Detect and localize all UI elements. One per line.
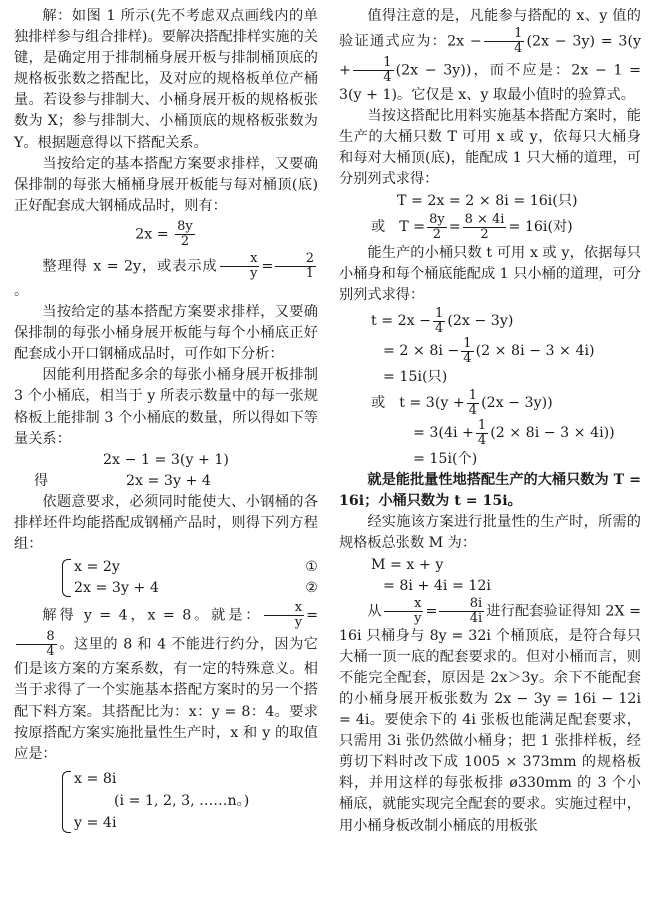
right-column [339, 6, 641, 837]
numerator: 1 [463, 335, 472, 351]
text: 从 [367, 603, 382, 620]
equation-label: 或 [371, 394, 386, 411]
text: = [306, 607, 318, 624]
numerator: x [264, 601, 304, 616]
denominator: y [250, 265, 258, 281]
fraction [384, 597, 424, 626]
numerator: 8i [439, 597, 484, 612]
text: 。这里的 8 和 4 不能进行约分，因为它们是该方案的方案系数，有一定的特殊意义。相当于求得了一个实施基本搭配方案时的另一个搭配下料方案。其搭配比为：x：y = 8：4。要求按原搭配方案实施批量性生产时，x 和 y 的取值应是： [14, 636, 318, 762]
text: 进行配套验证得知 2X = 16i 只桶身与 8y = 32i 个桶顶底，是符合每只大桶一顶一底的配套要求的。但对小桶而言，则不能完全配套，原因是 2x＞3y。余下不能配套的小桶身展开板张数为 2x − 3y = 16i − 12i = 4i。要使余下的 4i 张板也能满足配套要求，只需用 3i 张仍然做小桶身；把 1 张排样板，经剪切下料时改下成 1005 × 373mm 的规格板料，并用这样的每张板排 ø330mm 的 3 个小桶底，就能实现完全配套的要求。实施过程中，用小桶身板改制小桶底的用板张 [339, 603, 641, 834]
equation-label: 或 [371, 218, 386, 235]
fraction [16, 630, 57, 659]
denominator: 4 [468, 403, 478, 419]
paragraph: 解：如图 1 所示(先不考虑双点画线内的单独排样参与组合排样)。要解决搭配排样实施的关键，是确定用于排制桶身展开板与排制桶顶底的规格板张数之搭配比，及对应的规格板单位产桶量。若设参与排制大、小桶身展开板的规格板张数为 X；参与排制大、小桶顶底的规格板张数为 Y。根据题意得以下搭配关系。 [14, 8, 318, 151]
text: 解得 y = 4，x = 8。就是： [42, 607, 263, 624]
paragraph: 经实施该方案进行批量性的生产时，所需的规格板总张数 M 为： [339, 514, 641, 552]
fraction [427, 213, 447, 242]
text: (2x − 3y) = 3(y + [339, 33, 641, 79]
equation: = 8i + 4i = 12i [383, 577, 491, 594]
numerator: 1 [353, 56, 394, 71]
paragraph [339, 597, 641, 837]
text: T = [399, 218, 426, 235]
denominator: y [414, 610, 422, 626]
equation-text: 2x = 3y + 4 [126, 472, 211, 489]
denominator: 4 [383, 70, 392, 86]
fraction [476, 419, 488, 448]
numerator: 1 [484, 27, 525, 42]
text: = [261, 258, 274, 275]
fraction [484, 27, 525, 56]
fraction [264, 601, 304, 630]
paragraph: 依题意要求，必须同时能使大、小钢桶的各排样坯件均能搭配成钢桶产品时，则得下列方程组： [14, 493, 318, 553]
numerator: 8 × 4i [464, 211, 505, 227]
text: 整理得 x = 2y，或表示成 [42, 258, 218, 275]
fraction [353, 56, 394, 85]
equation [339, 419, 641, 448]
text: (2x − 3y)) [481, 394, 553, 411]
text: (2x − 3y))，而不应是：2x − 1 = 3(y + 1)。它仅是 x、y 取最小值时的验算式。 [339, 62, 641, 104]
denominator: 1 [305, 265, 314, 281]
numerator: 2 [275, 252, 316, 267]
paragraph: 当按给定的基本搭配方案要求排样，又要确保排制的每张大桶桶身展开板能与每对桶顶(底)正好配套成大钢桶成品时，则有： [14, 155, 318, 214]
left-column [14, 6, 318, 837]
numerator: 1 [477, 418, 487, 434]
fraction [461, 337, 473, 366]
text: t = 2x − [371, 312, 432, 329]
text: = 2 × 8i − [383, 342, 460, 359]
denominator: 4 [477, 433, 487, 449]
text: 。 [14, 282, 29, 299]
numerator: 1 [468, 388, 478, 404]
paragraph [339, 6, 641, 106]
equation-text: 2x = [135, 226, 169, 243]
equation-number: ② [305, 580, 318, 597]
fraction [275, 252, 316, 281]
paragraph: 就是能批量性地搭配生产的大桶只数为 T = 16i；小桶只数为 t = 15i。 [339, 472, 641, 510]
fraction [467, 389, 479, 418]
text: (2 × 8i − 3 × 4i)) [490, 424, 615, 441]
denominator: 2 [180, 233, 190, 249]
fraction [463, 213, 507, 242]
equation-condition: (i = 1, 2, 3, ……n。) [114, 792, 250, 809]
equation-text: 2x = 3y + 4 [74, 580, 159, 597]
equation [339, 213, 641, 242]
denominator: 4 [46, 644, 55, 660]
numerator: 8 [16, 630, 57, 645]
equation [339, 389, 641, 418]
fraction [220, 252, 260, 281]
numerator: x [220, 252, 260, 267]
paragraph: 当按这搭配比用料实施基本搭配方案时，能生产的大桶只数 T 可用 x 或 y，依每只大桶身和每对大桶顶(底)，能配成 1 只大桶的道理，可分别列式求得： [339, 108, 641, 188]
text: 值得注意的是，凡能参与搭配的 x、y 值的验证通式应为：2x − [339, 8, 641, 50]
equation: M = x + y [371, 556, 444, 573]
numerator: x [384, 597, 424, 612]
numerator: 8y [429, 211, 445, 227]
denominator: 2 [480, 226, 489, 242]
equation-label: 得 [34, 472, 49, 489]
text: (2x − 3y) [447, 312, 514, 329]
fraction [439, 597, 484, 626]
fraction [433, 307, 445, 336]
equation-number: ① [305, 559, 318, 576]
text: t = 3(y + [399, 394, 465, 411]
equation-system [58, 557, 318, 599]
equation-text: x = 8i [74, 770, 117, 787]
text: = [448, 218, 461, 235]
paragraph [14, 601, 318, 764]
numerator: 8y [177, 218, 193, 234]
equation-system [58, 769, 318, 835]
denominator: 4 [514, 41, 523, 57]
equation: = 15i(个) [413, 451, 478, 468]
denominator: 4 [435, 320, 444, 336]
paragraph [14, 252, 318, 302]
numerator: 1 [435, 305, 444, 321]
denominator: 2 [432, 226, 442, 242]
equation [14, 471, 318, 492]
fraction [175, 220, 195, 249]
equation [339, 307, 641, 336]
equation [14, 220, 318, 249]
denominator: 4i [469, 610, 483, 626]
denominator: 4 [463, 350, 472, 366]
equation-text: y = 4i [74, 814, 117, 831]
equation: = 15i(只) [383, 368, 448, 385]
equation: T = 2x = 2 × 8i = 16i(只) [397, 192, 578, 209]
paragraph: 当按给定的基本搭配方案要求排样，又要确保排制的每张小桶身展开板能与每个小桶底正好配套成小开口钢桶成品时，可作如下分析： [14, 304, 318, 363]
text: = 16i(对) [508, 218, 573, 235]
equation [339, 337, 641, 366]
text: = 3(4i + [413, 424, 474, 441]
denominator: y [294, 615, 303, 631]
text: = [425, 603, 438, 620]
paragraph: 因能利用搭配多余的每张小桶身展开板排制 3 个小桶底，相当于 y 所表示数量中的每一张规格板上能排制 3 个小桶底的数量，所以得如下等量关系： [14, 367, 318, 447]
equation: 2x − 1 = 3(y + 1) [103, 451, 229, 468]
text: (2 × 8i − 3 × 4i) [475, 342, 595, 359]
paragraph: 能生产的小桶只数 t 可用 x 或 y，依据每只小桶身和每个桶底能配成 1 只小桶的道理，可分别列式求得： [339, 244, 641, 303]
equation-text: x = 2y [74, 559, 120, 576]
